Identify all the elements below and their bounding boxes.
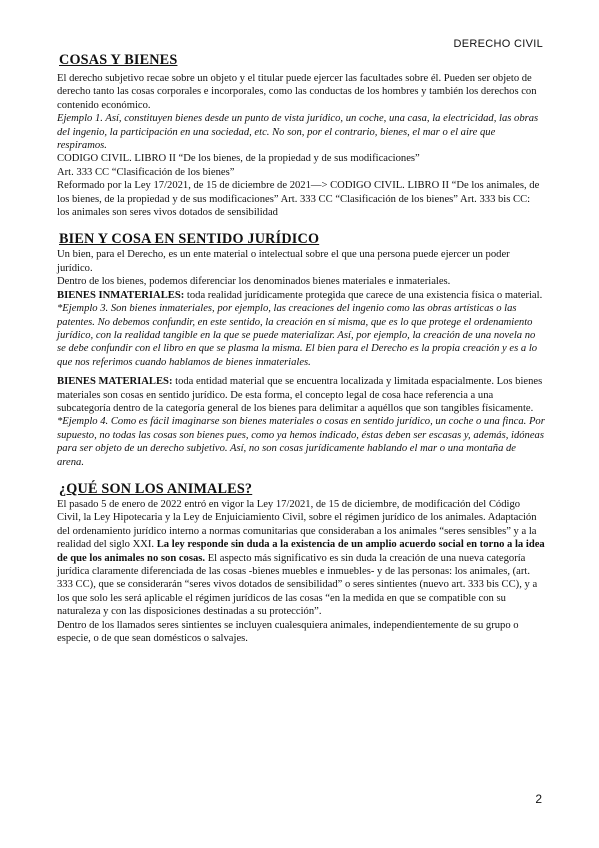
- paragraph-bienes-materiales: [57, 375, 545, 415]
- paragraph-bienes-inmateriales: [57, 289, 545, 302]
- reference-codigo-civil: CODIGO CIVIL. LIBRO II “De los bienes, de la propiedad y de sus modificaciones”: [57, 153, 420, 165]
- example-1: Ejemplo 1. Así, constituyen bienes desde un punto de vista jurídico, un coche, una casa, la electricidad, las obras del ingenio, la participación en una sociedad, etc. No son, por el contrario, bienes, el mar o el aire que respiramos.: [57, 113, 539, 152]
- definition-bienes-inmateriales: toda realidad jurídicamente protegida que carece de una existencia física o material.: [184, 289, 543, 301]
- paragraph-ley-animales-bold: La ley responde sin duda a la existencia de un amplio acuerdo social en torno a la idea de que los animales no son cosas.: [57, 539, 545, 564]
- reference-reforma-ley: Reformado por la Ley 17/2021, de 15 de diciembre de 2021—> CODIGO CIVIL. LIBRO II “De los animales, de los bienes, de la propiedad y de sus modificaciones” Art. 333 CC “Clasificación de los bienes” Art. 333 bis CC: los animales son seres vivos dotados de sensibilidad: [57, 180, 540, 219]
- paragraph-bienes-tipos: Dentro de los bienes, podemos diferenciar los denominados bienes materiales e inmateriales.: [57, 276, 451, 288]
- running-header: DERECHO CIVIL: [453, 38, 543, 50]
- term-bienes-inmateriales: BIENES INMATERIALES:: [57, 289, 185, 301]
- section-heading-bien-y-cosa: BIEN Y COSA EN SENTIDO JURÍDICO: [59, 231, 320, 248]
- page-content: [57, 52, 545, 645]
- example-3: *Ejemplo 3. Son bienes inmateriales, por ejemplo, las creaciones del ingenio como las obras artísticas o las patentes. No debemos confundir, en este sentido, la creación en sí misma, que es lo que protege el ordenamiento jurídico, con la realidad tangible en la que se puede materializar. Así, por ejemplo, la creación de una novela no se debe confundir con el libro en que se plasma la misma. El bien para el Derecho es la propia creación y es a lo que nos referimos cuando hablamos de bienes inmateriales.: [57, 303, 538, 368]
- paragraph-seres-sintientes: Dentro de los llamados seres sintientes se incluyen cualesquiera animales, independientemente de su grupo o especie, o de que sean domésticos o salvajes.: [57, 619, 519, 645]
- definition-bienes-materiales: toda entidad material que se encuentra localizada y limitada espacialmente. Los bienes materiales son cosas en sentido jurídico. De esta forma, el concepto legal de cosa hace referencia a una subcategoría dentro de la categoría general de los bienes para delimitar a aquéllos que son tangibles físicamente.: [57, 376, 543, 414]
- example-4: *Ejemplo 4. Como es fácil imaginarse son bienes materiales o cosas en sentido jurídico, un coche o una finca. Por supuesto, no todas las cosas son bienes pues, como ya hemos indicado, éstas deben ser escasas y, además, idóneas para ser objeto de un derecho subjetivo. Así, no son cosas jurídicamente hablando el mar o una montaña de arena.: [57, 416, 545, 468]
- paragraph-ley-animales-intro: El pasado 5 de enero de 2022 entró en vigor la Ley 17/2021, de 15 de diciembre, de modificación del Código Civil, la Ley Hipotecaria y la Ley de Enjuiciamiento Civil, sobre el régimen jurídico de los animales. Adaptación del ordenamiento jurídico interno a normas comunitarias que consideraban a los animales “seres sensibles” y a la realidad del siglo XXI.: [57, 498, 537, 551]
- section-heading-cosas-y-bienes: COSAS Y BIENES: [59, 52, 178, 68]
- paragraph-ley-animales: [57, 498, 545, 619]
- page-number: 2: [535, 792, 542, 806]
- paragraph-ley-animales-rest: El aspecto más significativo es sin duda la creación de una nueva categoría jurídica claramente diferenciada de las cosas -bienes muebles e inmuebles- y de las personas: los animales, (art. 333 CC), que se considerarán “seres vivos dotados de sensibilidad” o seres sintientes (nuevo art. 333 bis CC), y a los que solo les será aplicable el régimen jurídicos de las cosas “en la medida en que se compatible con su naturaleza y con las disposiciones destinadas a su protección”.: [57, 552, 538, 618]
- reference-art-333: Art. 333 CC “Clasificación de los bienes”: [57, 166, 235, 178]
- paragraph-definicion-bien: Un bien, para el Derecho, es un ente material o intelectual sobre el que una persona puede ejercer un poder jurídico.: [57, 249, 510, 274]
- term-bienes-materiales: BIENES MATERIALES:: [57, 376, 173, 388]
- paragraph-derecho-subjetivo: El derecho subjetivo recae sobre un objeto y el titular puede ejercer las facultades sobre él. Pueden ser objeto de derecho tanto las cosas corporales e incorporales, como las conductas de los hombres y también los derechos con contenido económico.: [57, 73, 537, 111]
- section-heading-animales: ¿QUÉ SON LOS ANIMALES?: [59, 480, 253, 497]
